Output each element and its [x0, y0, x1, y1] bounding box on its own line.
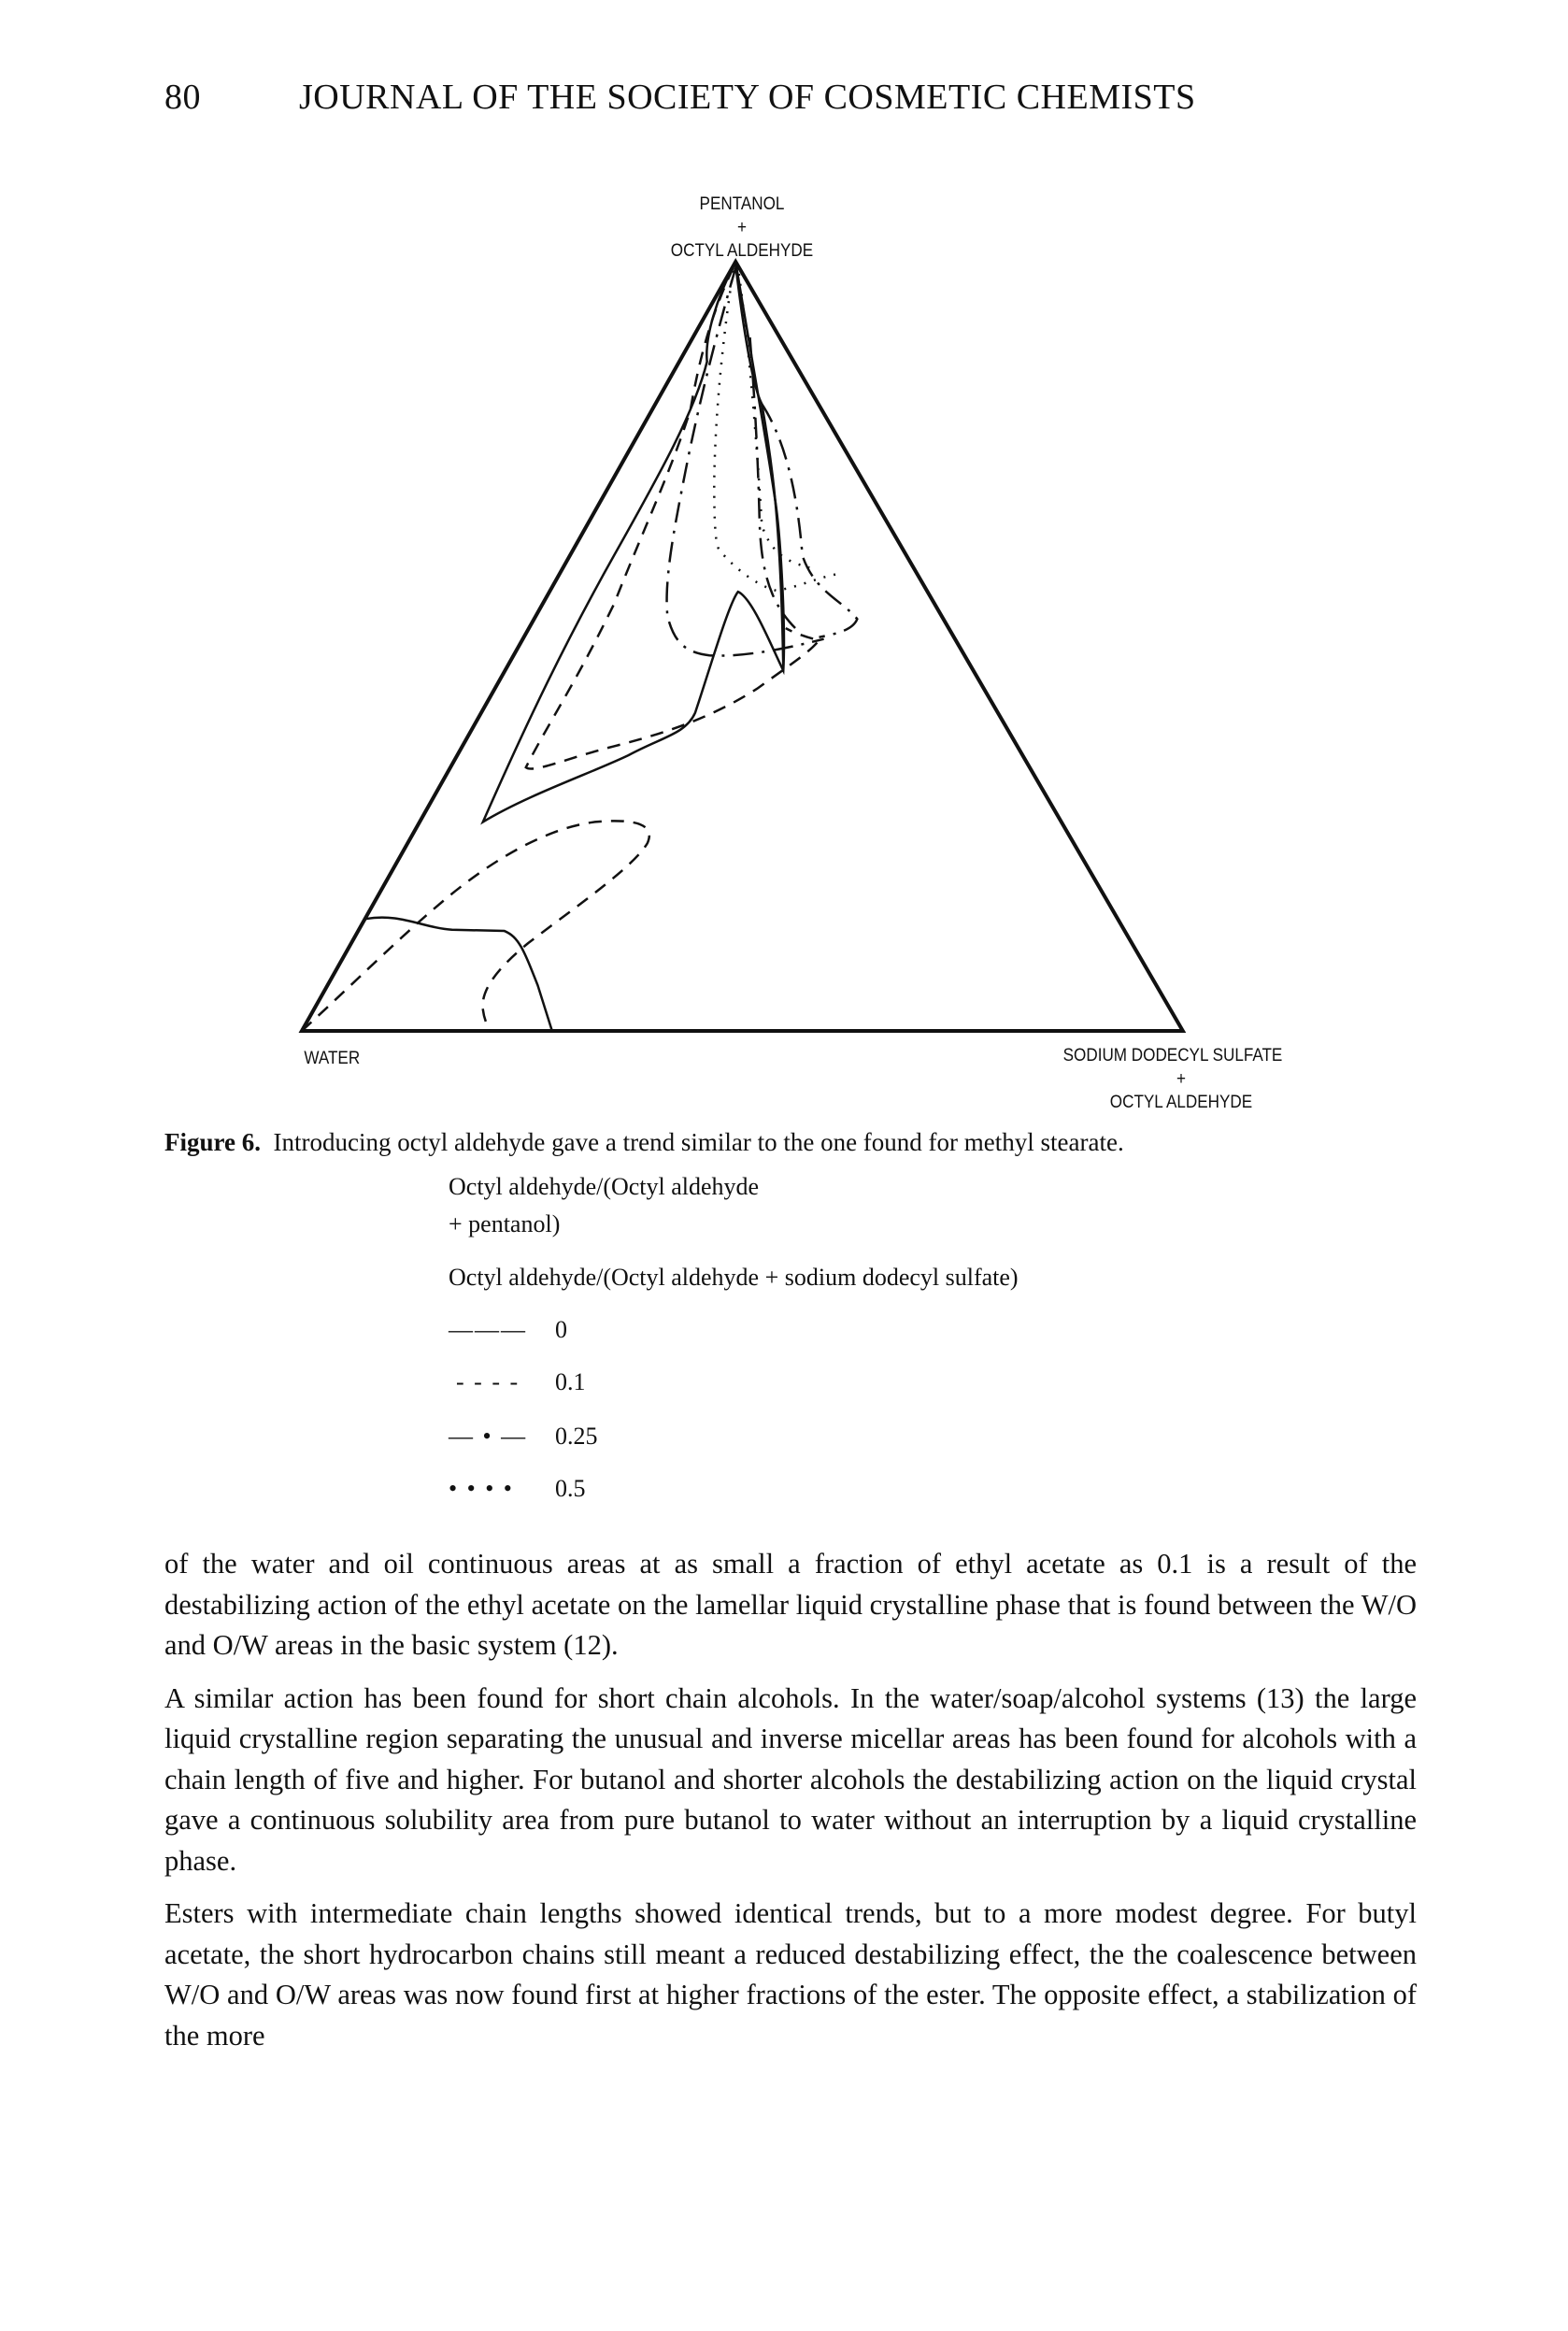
right-vertex-label — [1034, 1044, 1312, 1114]
legend-value: 0.25 — [555, 1423, 598, 1450]
caption-text: Introducing octyl aldehyde gave a trend similar to the one found for methyl stearate. — [273, 1128, 1124, 1156]
paragraph: Esters with intermediate chain lengths showed identical trends, but to a more modest degree. For butyl acetate, the short hydrocarbon chains still meant a reduced destabilizing effect, the the coalescence between W/O and O/W areas was now found first at higher fractions of the ester. The opposite effect, a stabilization of the more — [164, 1897, 1417, 2052]
figure-caption — [164, 1128, 1124, 1157]
legend-ratio2: Octyl aldehyde/(Octyl aldehyde + sodium dodecyl sulfate) — [449, 1264, 1019, 1291]
apex-label-line1: PENTANOL — [699, 194, 785, 214]
legend-symbol-dashed: - - - - — [456, 1368, 520, 1395]
journal-title: JOURNAL OF THE SOCIETY OF COSMETIC CHEMISTS — [299, 78, 1196, 117]
legend-symbol-dotted: • • • • — [449, 1475, 514, 1502]
paragraph: A similar action has been found for short chain alcohols. In the water/soap/alcohol systems (13) the large liquid crystalline region separating the unusual and inverse micellar areas has been found for alcohols with a chain length of five and higher. For butanol and shorter alcohols the destabilizing action on the liquid crystal gave a continuous solubility area from pure butanol to water without an interruption by a liquid crystalline phase. — [164, 1681, 1417, 1877]
apex-label-plus: + — [736, 218, 747, 237]
legend-ratio1-line2: + pentanol) — [449, 1210, 561, 1237]
legend-value: 0 — [555, 1316, 567, 1343]
legend-value: 0.5 — [555, 1475, 586, 1502]
apex-label-line2: OCTYL ALDEHYDE — [670, 241, 814, 261]
legend-symbol-dash-dot: — • — — [449, 1423, 528, 1450]
body-text — [164, 1544, 1417, 2068]
apex-label — [658, 193, 826, 263]
ternary-phase-diagram — [0, 0, 1568, 1122]
curve-ratio-0.1-lower — [302, 821, 649, 1031]
curve-ratio-0-upper-b — [735, 265, 783, 670]
caption-label: Figure 6. — [164, 1128, 261, 1156]
legend-symbol-solid: ——— — [449, 1316, 527, 1343]
page-number: 80 — [164, 78, 201, 117]
right-label-plus: + — [1176, 1069, 1186, 1089]
legend-value: 0.1 — [555, 1368, 586, 1395]
triangle-outline — [302, 262, 1183, 1031]
right-label-line1: SODIUM DODECYL SULFATE — [1062, 1046, 1283, 1065]
right-label-line2: OCTYL ALDEHYDE — [1109, 1093, 1253, 1112]
legend-ratio1-line1: Octyl aldehyde/(Octyl aldehyde — [449, 1173, 760, 1200]
curve-ratio-0-lower — [366, 918, 552, 1031]
curve-ratio-0.1-upper — [526, 267, 820, 768]
water-label: WATER — [304, 1049, 361, 1068]
curve-ratio-0-upper — [483, 262, 784, 822]
curve-ratio-0.5-left — [714, 271, 840, 591]
paragraph: of the water and oil continuous areas at as small a fraction of ethyl acetate as 0.1 is a result of the destabilizing action of the ethyl acetate on the lamellar liquid crystalline phase that is found between the W/O and O/W areas in the basic system (12). — [164, 1548, 1417, 1661]
